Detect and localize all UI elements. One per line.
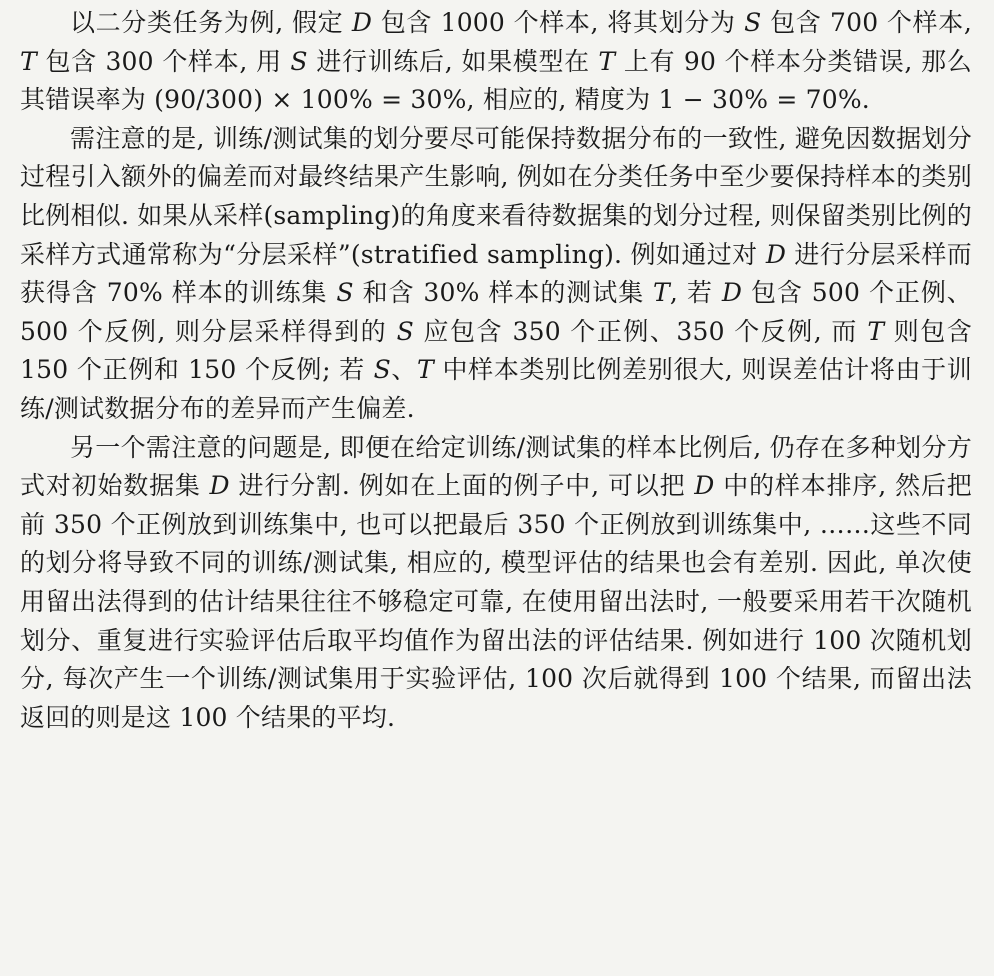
- math-variable: D: [351, 8, 373, 37]
- math-variable: S: [336, 278, 354, 308]
- text-run: 进行训练后, 如果模型在: [307, 46, 599, 76]
- text-run: 进行分割. 例如在上面的例子中, 可以把: [229, 471, 695, 501]
- math-variable: D: [209, 471, 230, 501]
- text-run: 和含 30% 样本的测试集: [353, 278, 654, 308]
- math-variable: D: [721, 278, 743, 308]
- text-run: 另一个需注意的问题是, 即便在给定训练/测试集的样本比例后, 仍存在多种划分方式对初始数据集: [20, 432, 972, 501]
- paragraph-1: [20, 4, 972, 120]
- math-variable: S: [744, 8, 762, 37]
- math-variable: S: [290, 46, 308, 76]
- text-run: 包含 1000 个样本, 将其划分为: [372, 8, 745, 37]
- math-variable: D: [694, 471, 715, 501]
- text-run: 进行分层采样而获得含 70% 样本的训练集: [20, 239, 972, 308]
- text-run: 包含 500 个正例、500 个反例, 则分层采样得到的: [20, 278, 972, 346]
- math-variable: T: [867, 316, 885, 346]
- text-run: 中样本类别比例差别很大, 则误差估计将由于训练/测试数据分布的差异而产生偏差.: [20, 355, 973, 423]
- math-variable: T: [417, 355, 434, 385]
- text-run: 、: [390, 355, 418, 385]
- text-run: 以二分类任务为例, 假定: [70, 8, 352, 37]
- text-run: 需注意的是, 训练/测试集的划分要尽可能保持数据分布的一致性, 避免因数据划分过程引入额外的偏差而对最终结果产生影响, 例如在分类任务中至少要保持样本的类别比例相似. 如果从采样(sampling)的角度来看待数据集的划分过程, 则保留类别比例的采样方式通常称为“分层采样”(stratified sampling). 例如通过对: [20, 123, 972, 269]
- paragraph-2: [20, 120, 972, 429]
- text-run: 包含 300 个样本, 用: [36, 46, 291, 76]
- math-variable: T: [653, 278, 670, 308]
- text-run: 包含 700 个样本,: [761, 8, 972, 37]
- text-run: 则包含 150 个正例和 150 个反例; 若: [20, 316, 973, 385]
- math-variable: T: [598, 46, 616, 76]
- text-run: 上有 90 个样本分类错误, 那么其错误率为 (90/300) × 100% = 30%, 相应的, 精度为 1 − 30% = 70%.: [20, 46, 972, 115]
- paragraph-3: [20, 429, 972, 738]
- math-variable: S: [373, 355, 391, 385]
- math-variable: T: [20, 46, 37, 76]
- math-variable: D: [765, 239, 787, 269]
- text-run: 中的样本排序, 然后把前 350 个正例放到训练集中, 也可以把最后 350 个正例放到训练集中, ……这些不同的划分将导致不同的训练/测试集, 相应的, 模型评估的结果也会有差别. 因此, 单次使用留出法得到的估计结果往往不够稳定可靠, 在使用留出法时, 一般要采用若干次随机划分、重复进行实验评估后取平均值作为留出法的评估结果. 例如进行 100 次随机划分, 每次产生一个训练/测试集用于实验评估, 100 次后就得到 100 个结果, 而留出法返回的则是这 100 个结果的平均.: [20, 471, 972, 732]
- text-run: , 若: [669, 278, 722, 308]
- math-variable: S: [396, 316, 414, 346]
- text-run: 应包含 350 个正例、350 个反例, 而: [414, 316, 868, 346]
